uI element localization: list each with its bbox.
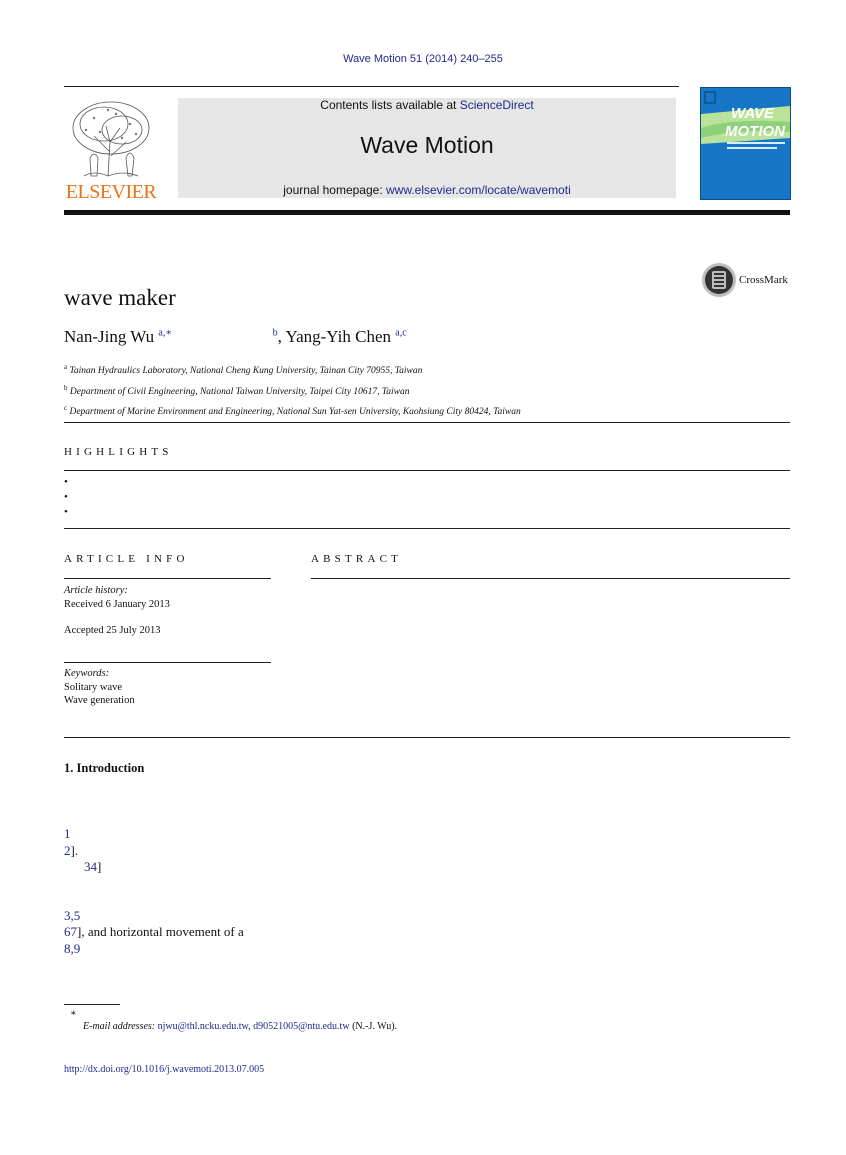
article-info-heading: ARTICLE INFO bbox=[64, 553, 189, 565]
affiliation-text: Tainan Hydraulics Laboratory, National Cheng Kung University, Tainan City 70955, Taiwan bbox=[69, 366, 423, 377]
footnote-rule bbox=[64, 1004, 120, 1005]
affiliation-item bbox=[64, 359, 521, 380]
header-thick-rule bbox=[64, 210, 790, 215]
email-separator: , bbox=[248, 1021, 254, 1032]
cover-title-motion: MOTION bbox=[725, 123, 785, 140]
article-info-rule bbox=[64, 578, 271, 579]
highlights-heading: HIGHLIGHTS bbox=[64, 446, 173, 458]
citation-link[interactable]: 67 bbox=[64, 924, 77, 939]
crossmark-badge[interactable] bbox=[701, 262, 788, 298]
intro-line bbox=[64, 826, 71, 842]
keyword: Solitary wave bbox=[64, 681, 123, 693]
author-line: Nan-Jing Wu $^{a,∗}$ $^b$, Yang-Yih Chen $^{a,c}$ bbox=[64, 327, 407, 346]
citation-link[interactable]: 1 bbox=[64, 826, 71, 841]
footnote-star: ∗ bbox=[70, 1008, 77, 1019]
intro-line bbox=[64, 941, 80, 957]
crossmark-icon bbox=[701, 262, 737, 298]
affiliation-mark: c bbox=[64, 404, 68, 413]
intro-line bbox=[64, 908, 80, 924]
header-top-rule bbox=[64, 86, 679, 87]
intro-text: ]. bbox=[70, 843, 79, 858]
keywords-rule bbox=[64, 662, 271, 663]
citation-link[interactable]: 2 bbox=[64, 843, 71, 858]
abstract-heading: ABSTRACT bbox=[311, 553, 403, 565]
affiliations bbox=[64, 359, 521, 421]
intro-heading: 1. Introduction bbox=[64, 761, 145, 775]
history-label: Article history: bbox=[64, 585, 128, 596]
highlights-bottom-rule bbox=[64, 528, 790, 529]
email-link[interactable]: njwu@thl.ncku.edu.tw bbox=[157, 1021, 249, 1032]
journal-cover[interactable] bbox=[700, 87, 791, 200]
author-affiliation-mark[interactable]: b bbox=[272, 327, 278, 339]
highlights-list bbox=[64, 475, 68, 520]
contents-line bbox=[178, 98, 676, 112]
sciencedirect-link[interactable]: ScienceDirect bbox=[459, 98, 534, 112]
affiliation-mark: a bbox=[64, 363, 68, 371]
affiliation-item bbox=[64, 400, 521, 421]
journal-reference[interactable]: Wave Motion 51 (2014) 240–255 bbox=[343, 53, 503, 65]
highlights-mid-rule bbox=[64, 470, 790, 471]
intro-text: ] bbox=[97, 859, 102, 874]
homepage-prefix: journal homepage: bbox=[283, 183, 386, 197]
affiliation-text: Department of Marine Environment and Engineering, National Sun Yat-sen University, Kaohsiung City 80424, Taiwan bbox=[69, 407, 521, 418]
footnote bbox=[64, 1008, 397, 1032]
article-history bbox=[64, 584, 170, 638]
affiliation-item bbox=[64, 380, 521, 401]
intro-line bbox=[64, 924, 244, 940]
email-label: E-mail addresses: bbox=[83, 1021, 158, 1032]
keywords-label: Keywords: bbox=[64, 668, 110, 679]
elsevier-wordmark: ELSEVIER bbox=[65, 181, 157, 203]
homepage-link[interactable]: www.elsevier.com/locate/wavemoti bbox=[386, 183, 571, 197]
intro-line bbox=[64, 843, 78, 859]
cover-title-wave: WAVE bbox=[731, 105, 775, 122]
affiliation-mark: b bbox=[64, 383, 68, 392]
homepage-line bbox=[178, 183, 676, 197]
author-name: Nan-Jing Wu bbox=[64, 327, 155, 346]
highlight-bullet: • bbox=[64, 506, 68, 518]
intro-line bbox=[84, 859, 101, 875]
doi-link[interactable]: http://dx.doi.org/10.1016/j.wavemoti.2013.07.005 bbox=[64, 1064, 265, 1075]
article-title: wave maker bbox=[64, 285, 176, 310]
highlight-bullet: • bbox=[64, 491, 68, 503]
citation-link[interactable]: 8,9 bbox=[64, 941, 81, 956]
keywords-block bbox=[64, 667, 135, 708]
crossmark-label: CrossMark bbox=[739, 274, 788, 286]
footnote-emails bbox=[64, 1021, 397, 1032]
intro-text: ], and horizontal movement of a bbox=[77, 924, 244, 939]
highlight-bullet: • bbox=[64, 476, 68, 488]
journal-title: Wave Motion bbox=[360, 132, 494, 158]
citation-link[interactable]: 3,5 bbox=[64, 908, 81, 923]
highlights-top-rule bbox=[64, 422, 790, 423]
contents-prefix: Contents lists available at bbox=[320, 98, 460, 112]
author-affiliation-mark[interactable]: a,∗ bbox=[158, 327, 173, 339]
author-name: Yang-Yih Chen bbox=[285, 327, 391, 346]
accepted-date: Accepted 25 July 2013 bbox=[64, 625, 161, 636]
cover-art bbox=[701, 88, 790, 199]
front-matter-bottom-rule bbox=[64, 737, 790, 738]
email-suffix: (N.-J. Wu). bbox=[349, 1021, 398, 1032]
citation-link[interactable]: 34 bbox=[84, 859, 97, 874]
received-date: Received 6 January 2013 bbox=[64, 598, 170, 610]
author-affiliation-mark[interactable]: a,c bbox=[395, 327, 407, 339]
email-link[interactable]: d90521005@ntu.edu.tw bbox=[253, 1021, 350, 1032]
keyword: Wave generation bbox=[64, 695, 135, 706]
affiliation-text: Department of Civil Engineering, National Taiwan University, Taipei City 10617, Taiwan bbox=[69, 386, 410, 397]
abstract-rule bbox=[311, 578, 790, 579]
